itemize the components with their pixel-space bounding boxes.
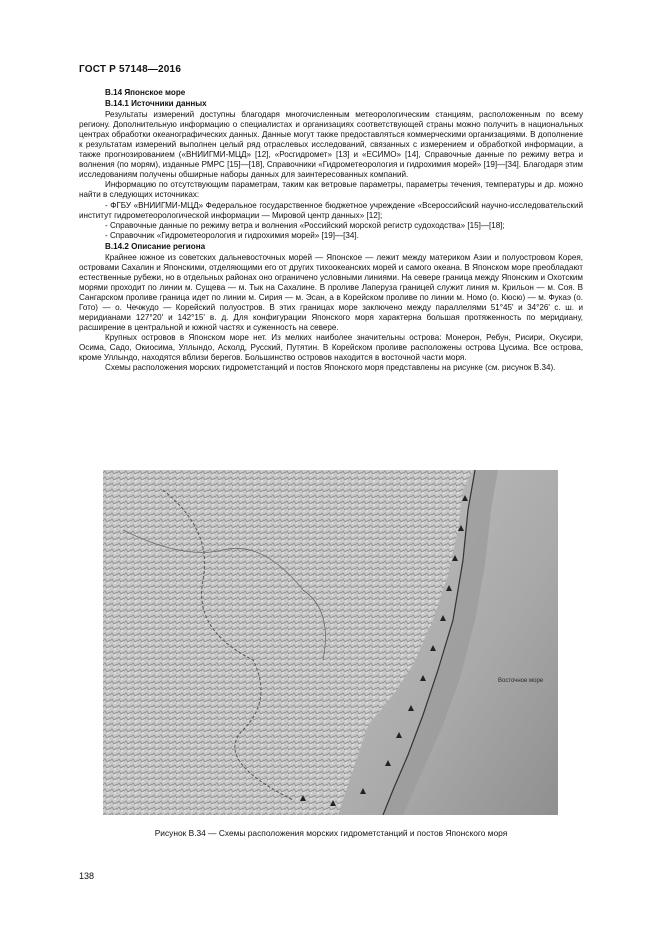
page-number: 138 bbox=[79, 871, 95, 881]
page-body bbox=[79, 88, 583, 373]
subsection-region-title: В.14.2 Описание региона bbox=[105, 241, 206, 251]
sea-of-japan-station-map bbox=[103, 470, 558, 815]
map-sea-label: Восточное море bbox=[498, 678, 544, 684]
list-item: - Справочник «Гидрометеорология и гидрохимия морей» [19]—[34]. bbox=[105, 230, 359, 240]
section-title: В.14 Японское море bbox=[105, 88, 186, 97]
region-paragraph-3: Схемы расположения морских гидрометстанций и постов Японского моря представлены на рисунке (см. рисунок В.34). bbox=[105, 363, 556, 373]
region-paragraph-2: Крупных островов в Японском море нет. Из мелких наиболее значительны острова: Монерон, Ребун, Рисири, Окусири, Осима, Садо, Окиосима, Уллындо, Асколд, Русский, Путятин. В Корейском проливе расположены острова Цусима. Все острова, кроме Уллындо, находятся вблизи берегов. Большинство островов находится в восточной части моря. bbox=[79, 333, 583, 363]
sources-paragraph-2: Информацию по отсутствующим параметрам, таким как ветровые параметры, параметры течения, температуры и др. можно найти в следующих источниках: bbox=[79, 180, 583, 200]
sources-paragraph-1: Результаты измерений доступны благодаря многочисленным метеорологическим станциям, расположенным по всему региону. Дополнительную информацию о специалистах и организациях соответствующей страны можно получить в национальных центрах обработки океанографических данных. Данные могут также предоставляться коммерческими организациями. В дополнение к результатам измерений выполнен целый ряд отраслевых исследований, связанных с измерением и обработкой информации, а также прогнозированием («ВНИИГМИ-МЦД» [12], «Росгидромет» [13] и «ЕСИМО» [14], Справочные данные по режиму ветра и волнения (по морям), изданные РМРС [15]—[18], Справочники «Гидрометеорология и гидрохимия морей» [19]—[34]. Благодаря этим исследованиям получены обширные наборы данных для заинтересованных компаний. bbox=[79, 110, 583, 180]
subsection-sources-title: В.14.1 Источники данных bbox=[105, 99, 207, 109]
list-item: - Справочные данные по режиму ветра и волнения «Российский морской регистр судоходства» [15]—[18]; bbox=[105, 220, 505, 230]
sources-list bbox=[79, 201, 583, 241]
list-item: - ФГБУ «ВНИИГМИ-МЦД» Федеральное государственное бюджетное учреждение «Всероссийский научно-исследовательский институт гидрометеорологической информации — Мировой центр данных» [12]; bbox=[79, 200, 583, 220]
figure-caption: Рисунок В.34 — Схемы расположения морских гидрометстанций и постов Японского моря bbox=[154, 828, 508, 838]
document-header: ГОСТ Р 57148—2016 bbox=[79, 64, 182, 75]
region-paragraph-1: Крайнее южное из советских дальневосточных морей — Японское — лежит между материком Азии и полуостровом Корея, островами Сахалин и Японскими, отделяющими его от других тихоокеанских морей и самого океана. В Японском море преобладают естественные рубежи, но в отдельных районах оно ограничено условными линиями. На севере граница между Японским и Охотским морями проходит по линии м. Сущева — м. Тык на Сахалине. В проливе Лаперуза границей служит линия м. Крильон — м. Соя. В Сангарском проливе граница идет по линии м. Сирия — м. Эсан, а в Корейском проливе по линии м. Номо (о. Кюсю) — м. Фукаэ (о. Гото) — о. Чечжудо — Корейский полуостров. В этих границах море заключено между параллелями 51°45' и 34°26' с. ш. и меридианами 127°20' и 142°15' в. д. Для конфигурации Японского моря характерна большая протяженность по меридиану, расширение в центральной и южной частях и суженность на севере. bbox=[79, 252, 583, 333]
